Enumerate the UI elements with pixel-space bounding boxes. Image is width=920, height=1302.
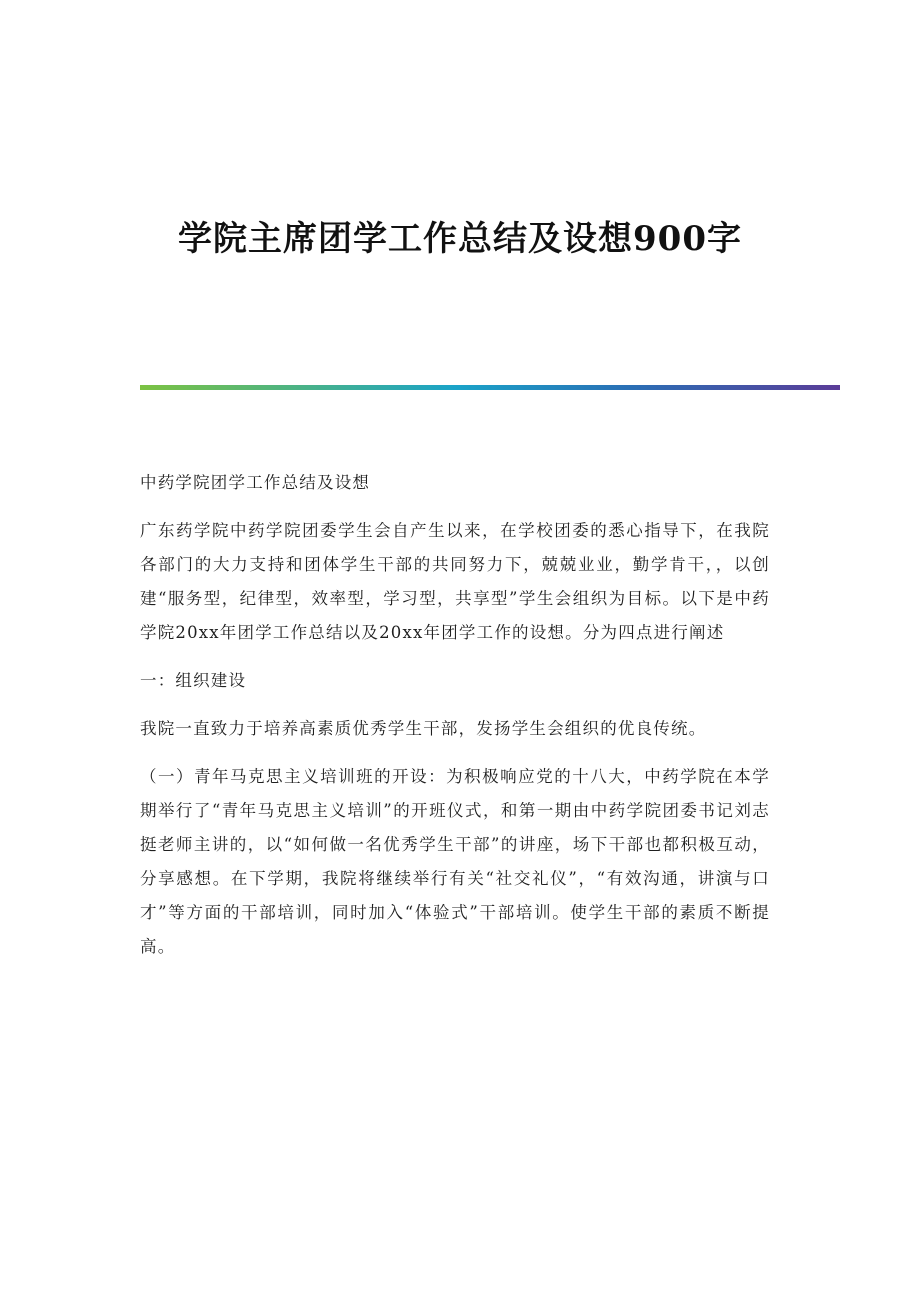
title-divider — [140, 385, 840, 390]
document-title: 学院主席团学工作总结及设想900字 — [178, 219, 742, 259]
section-heading: 一：组织建设 — [140, 671, 247, 690]
intro-paragraph: 广东药学院中药学院团委学生会自产生以来，在学校团委的悉心指导下，在我院各部门的大力支持和团体学生干部的共同努力下，兢兢业业，勤学肯干，，以创建“服务型，纪律型，效率型，学习型，共享型”学生会组织为目标。以下是中药学院20xx年团学工作总结以及20xx年团学工作的设想。分为四点进行阐述 — [140, 521, 770, 642]
section-paragraph: （一）青年马克思主义培训班的开设：为积极响应党的十八大，中药学院在本学期举行了“青年马克思主义培训”的开班仪式，和第一期由中药学院团委书记刘志挺老师主讲的，以“如何做一名优秀学生干部”的讲座，场下干部也都积极互动，分享感想。在下学期，我院将继续举行有关“社交礼仪”，“有效沟通，讲演与口才”等方面的干部培训，同时加入“体验式”干部培训。使学生干部的素质不断提高。 — [140, 767, 770, 956]
document-body — [140, 466, 770, 978]
section-paragraph: 我院一直致力于培养高素质优秀学生干部，发扬学生会组织的优良传统。 — [140, 719, 707, 738]
document-subtitle: 中药学院团学工作总结及设想 — [140, 473, 371, 492]
